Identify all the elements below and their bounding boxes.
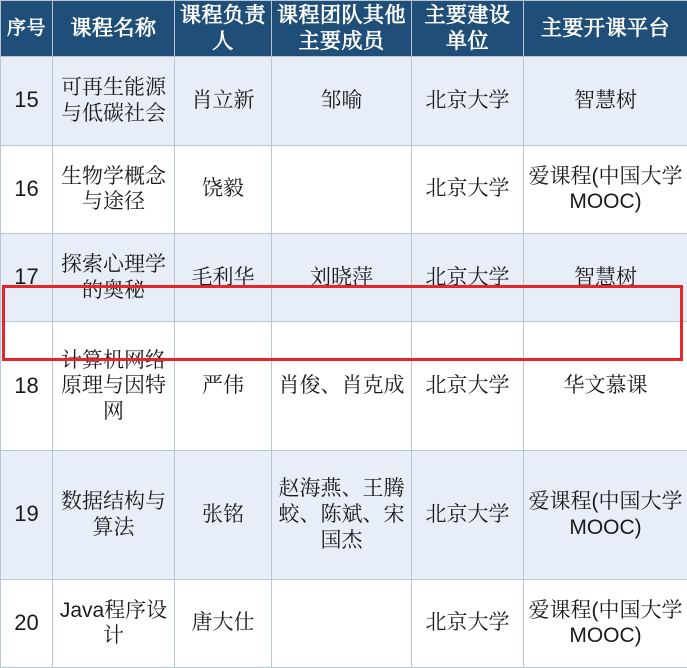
cell-course-name: 探索心理学的奥秘 — [53, 233, 175, 321]
cell-course-name: 可再生能源与低碳社会 — [53, 57, 175, 145]
cell-leader: 肖立新 — [175, 57, 272, 145]
column-header-unit: 主要建设单位 — [412, 1, 524, 57]
cell-course-name: Java程序设计 — [53, 579, 175, 667]
cell-platform: 爱课程(中国大学MOOC) — [524, 145, 687, 233]
table-row-highlighted — [1, 233, 687, 321]
cell-unit: 北京大学 — [412, 57, 524, 145]
cell-unit: 北京大学 — [412, 579, 524, 667]
cell-leader: 严伟 — [175, 322, 272, 451]
cell-index: 15 — [1, 57, 53, 145]
cell-index: 18 — [1, 322, 53, 451]
cell-unit: 北京大学 — [412, 450, 524, 579]
cell-unit: 北京大学 — [412, 233, 524, 321]
table-row — [1, 450, 687, 579]
cell-course-name: 生物学概念与途径 — [53, 145, 175, 233]
cell-team-members: 肖俊、肖克成 — [272, 322, 412, 451]
cell-team-members — [272, 579, 412, 667]
column-header-team-members: 课程团队其他主要成员 — [272, 1, 412, 57]
table-header-row — [1, 1, 687, 57]
table-row — [1, 57, 687, 145]
cell-team-members: 邹喻 — [272, 57, 412, 145]
table-row — [1, 145, 687, 233]
cell-index: 16 — [1, 145, 53, 233]
cell-index: 20 — [1, 579, 53, 667]
cell-leader: 毛利华 — [175, 233, 272, 321]
cell-unit: 北京大学 — [412, 145, 524, 233]
table-row — [1, 579, 687, 667]
cell-platform: 爱课程(中国大学MOOC) — [524, 579, 687, 667]
cell-unit: 北京大学 — [412, 322, 524, 451]
cell-platform: 智慧树 — [524, 233, 687, 321]
column-header-leader: 课程负责人 — [175, 1, 272, 57]
cell-index: 19 — [1, 450, 53, 579]
table-row — [1, 322, 687, 451]
column-header-platform: 主要开课平台 — [524, 1, 687, 57]
cell-course-name: 计算机网络原理与因特网 — [53, 322, 175, 451]
cell-platform: 爱课程(中国大学MOOC) — [524, 450, 687, 579]
cell-leader: 唐大仕 — [175, 579, 272, 667]
cell-team-members — [272, 145, 412, 233]
cell-team-members: 刘晓萍 — [272, 233, 412, 321]
column-header-index: 序号 — [1, 1, 53, 57]
cell-leader: 张铭 — [175, 450, 272, 579]
cell-course-name: 数据结构与算法 — [53, 450, 175, 579]
cell-index: 17 — [1, 233, 53, 321]
table-body — [1, 57, 687, 668]
cell-platform: 智慧树 — [524, 57, 687, 145]
cell-leader: 饶毅 — [175, 145, 272, 233]
cell-team-members: 赵海燕、王腾蛟、陈斌、宋国杰 — [272, 450, 412, 579]
column-header-course-name: 课程名称 — [53, 1, 175, 57]
cell-platform: 华文慕课 — [524, 322, 687, 451]
table-header — [1, 1, 687, 57]
